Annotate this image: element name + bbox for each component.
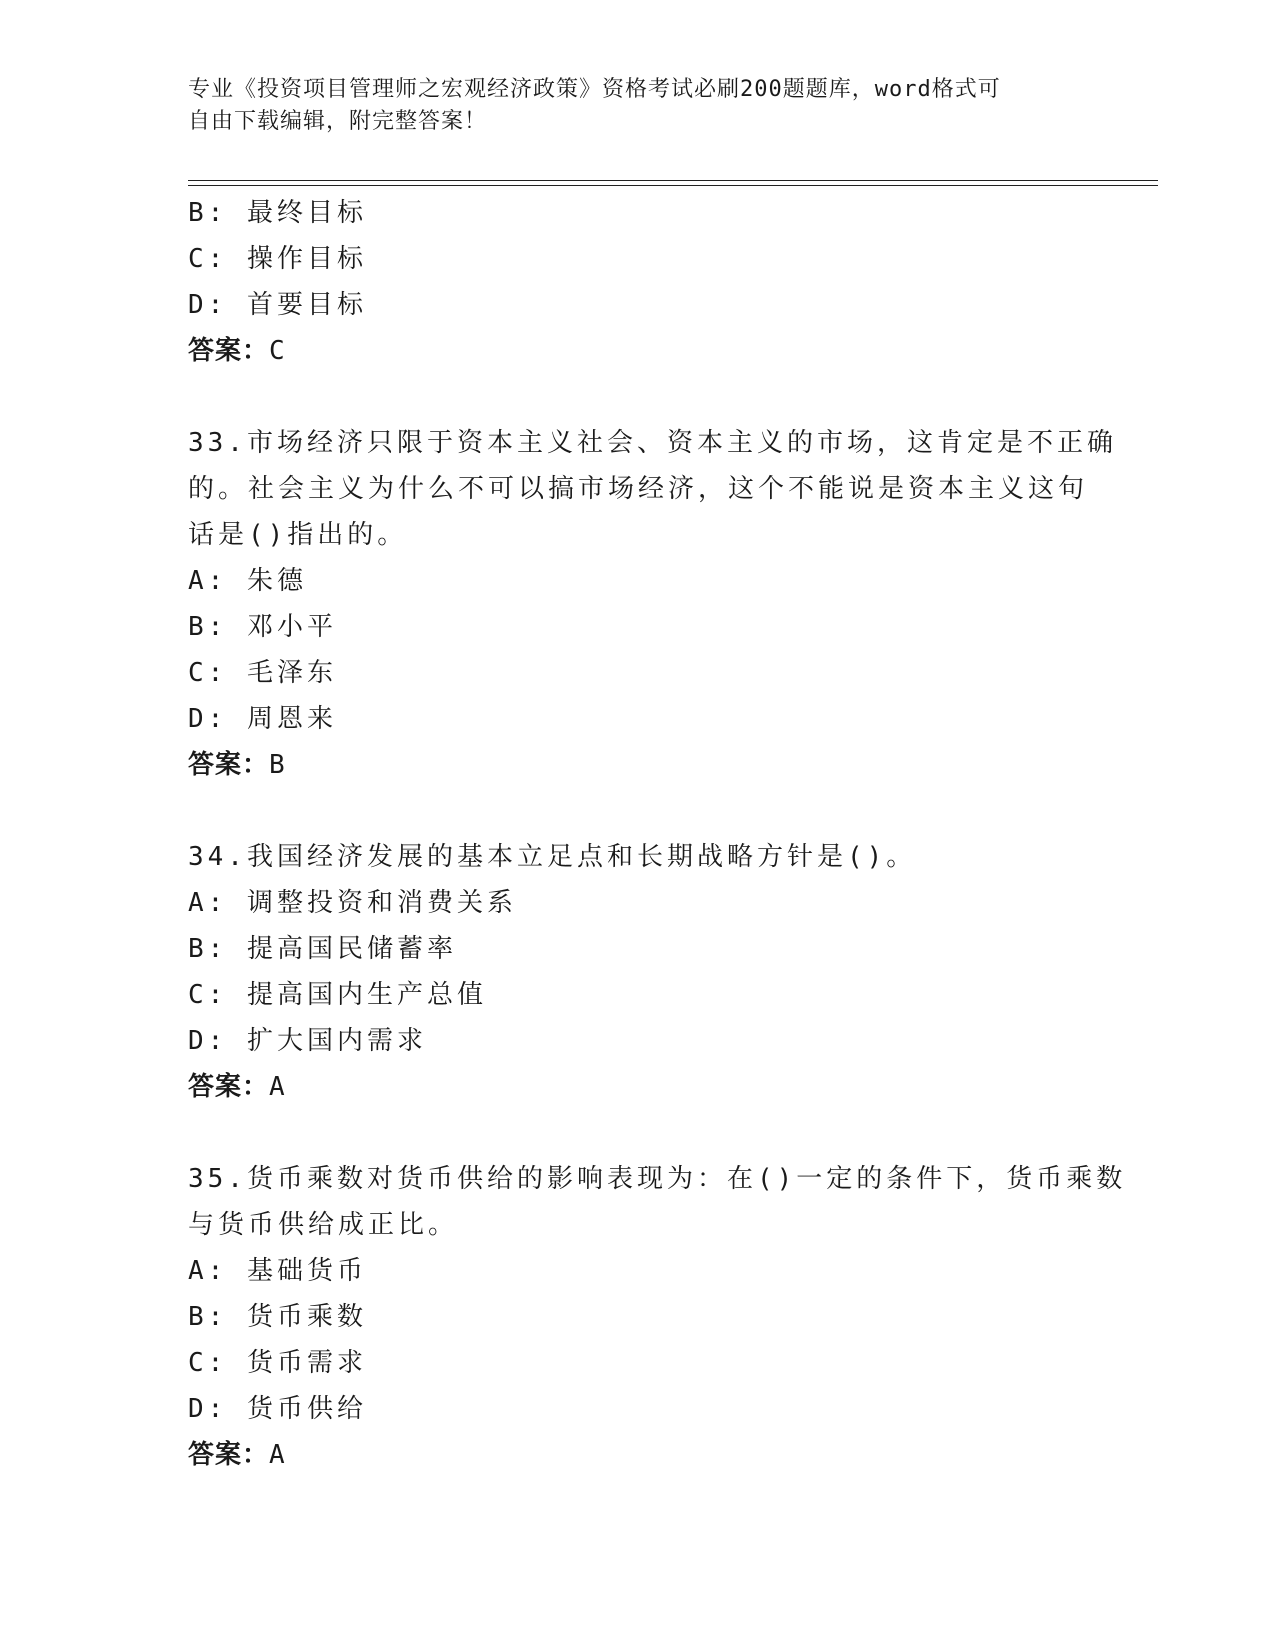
question-34 <box>188 834 1088 1110</box>
document-header <box>188 74 1068 138</box>
option-c: C: 货币需求 <box>188 1348 367 1378</box>
option-b: B: 货币乘数 <box>188 1302 367 1332</box>
option-b: B: 邓小平 <box>188 612 337 642</box>
header-divider <box>188 180 1158 186</box>
question-text-line: 的。社会主义为什么不可以搞市场经济，这个不能说是资本主义这句 <box>188 474 1089 504</box>
header-line-1: 专业《投资项目管理师之宏观经济政策》资格考试必刷200题题库，word格式可 <box>188 77 1001 102</box>
answer-value: A <box>269 1072 286 1102</box>
answer-label: 答案： <box>188 1440 270 1470</box>
answer-value: B <box>269 750 286 780</box>
option-d: D: 首要目标 <box>188 290 367 320</box>
option-c: C: 提高国内生产总值 <box>188 980 487 1010</box>
question-text-line: 35.货币乘数对货币供给的影响表现为：在()一定的条件下，货币乘数 <box>188 1164 1127 1194</box>
option-a: A: 基础货币 <box>188 1256 367 1286</box>
question-list <box>188 190 1127 1478</box>
question-35 <box>188 1156 1127 1478</box>
option-a: A: 朱德 <box>188 566 307 596</box>
answer-label: 答案： <box>188 1072 270 1102</box>
header-line-2: 自由下载编辑，附完整答案！ <box>188 109 488 134</box>
option-b: B: 最终目标 <box>188 198 367 228</box>
answer-value: A <box>269 1440 286 1470</box>
option-b: B: 提高国民储蓄率 <box>188 934 457 964</box>
question-text-line: 与货币供给成正比。 <box>188 1210 459 1240</box>
answer-value: C <box>269 336 286 366</box>
answer-row <box>188 1432 1088 1478</box>
question-33 <box>188 420 1117 788</box>
answer-label: 答案： <box>188 750 270 780</box>
question-text-line: 33.市场经济只限于资本主义社会、资本主义的市场，这肯定是不正确 <box>188 428 1117 458</box>
question-block-continued <box>188 190 1088 374</box>
option-d: D: 货币供给 <box>188 1394 367 1424</box>
question-text-line: 34.我国经济发展的基本立足点和长期战略方针是()。 <box>188 842 917 872</box>
option-d: D: 扩大国内需求 <box>188 1026 427 1056</box>
option-c: C: 毛泽东 <box>188 658 337 688</box>
answer-row <box>188 328 1088 374</box>
question-text-line: 话是()指出的。 <box>188 520 408 550</box>
answer-row <box>188 1064 1088 1110</box>
option-d: D: 周恩来 <box>188 704 337 734</box>
answer-label: 答案： <box>188 336 270 366</box>
option-a: A: 调整投资和消费关系 <box>188 888 517 918</box>
option-c: C: 操作目标 <box>188 244 367 274</box>
answer-row <box>188 742 1088 788</box>
